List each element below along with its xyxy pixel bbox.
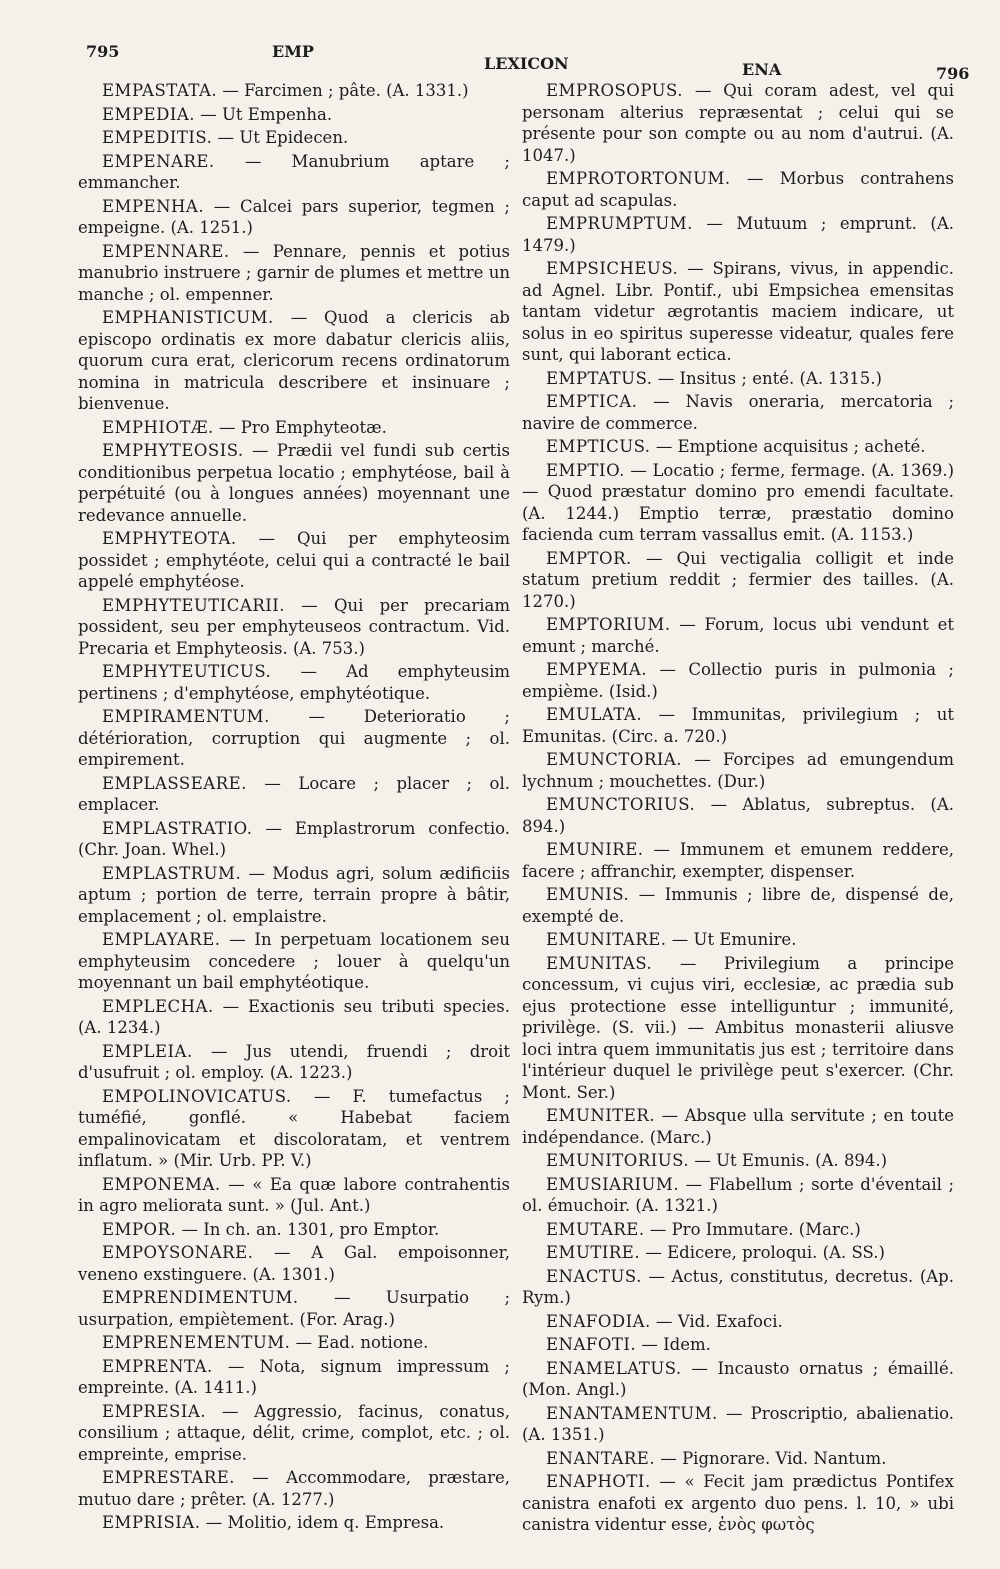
entry-headword: EMPHYTEOTA. bbox=[102, 529, 237, 548]
running-header bbox=[80, 42, 970, 83]
entry-headword: EMPRESTARE. bbox=[102, 1468, 236, 1487]
entry-headword: EMPLEIA. bbox=[102, 1041, 193, 1061]
entry-definition: — Emplastrorum confectio. (Chr. Joan. Whel.) bbox=[78, 818, 510, 859]
dictionary-entry bbox=[522, 1471, 954, 1536]
dictionary-entry bbox=[522, 368, 954, 390]
dictionary-entry bbox=[78, 440, 510, 526]
dictionary-entry bbox=[78, 818, 510, 861]
dictionary-entry bbox=[522, 953, 954, 1104]
dictionary-entry bbox=[78, 1512, 510, 1534]
entry-headword: EMPTORIUM. bbox=[546, 615, 671, 634]
entry-definition: — Forum, locus ubi vendunt et emunt ; marché. bbox=[522, 615, 954, 656]
entry-definition: — Farcimen ; pâte. (A. 1331.) bbox=[222, 81, 469, 100]
entry-headword: EMPROSOPUS. bbox=[546, 81, 684, 100]
dictionary-entry bbox=[78, 80, 510, 102]
dictionary-entry bbox=[78, 1086, 510, 1172]
entry-definition: — Immunem et emunem reddere, facere ; affranchir, exempter, dispenser. bbox=[522, 840, 954, 881]
entry-definition: — Mutuum ; emprunt. (A. 1479.) bbox=[522, 214, 954, 255]
entry-headword: EMPHYTEUTICARII. bbox=[102, 595, 286, 615]
entry-definition: — Proscriptio, abalienatio. (A. 1351.) bbox=[522, 1403, 954, 1444]
dictionary-entry bbox=[522, 391, 954, 434]
right-column bbox=[522, 80, 954, 1538]
entry-headword: ENANTAMENTUM. bbox=[546, 1403, 718, 1423]
entry-headword: EMPEDITIS. bbox=[102, 128, 213, 147]
dictionary-entry bbox=[78, 996, 510, 1039]
entry-definition: — Accommodare, præstare, mutuo dare ; prêter. (A. 1277.) bbox=[78, 1468, 511, 1509]
entry-headword: ENAPHOTI. bbox=[546, 1472, 651, 1491]
dictionary-entry bbox=[522, 80, 954, 166]
entry-definition: — Ut Empenha. bbox=[200, 104, 333, 124]
dictionary-entry bbox=[78, 528, 510, 593]
dictionary-entry bbox=[522, 794, 954, 837]
entry-definition: — Morbus contrahens caput ad scapulas. bbox=[522, 169, 954, 210]
entry-headword: EMUNITORIUS. bbox=[546, 1151, 690, 1170]
dictionary-entry bbox=[522, 1448, 954, 1470]
entry-headword: ENAFODIA. bbox=[546, 1311, 651, 1331]
entry-headword: EMUNCTORIA. bbox=[546, 750, 683, 769]
entry-definition: — Idem. bbox=[641, 1335, 711, 1354]
dictionary-entry bbox=[78, 1401, 510, 1466]
right-page-number: 796 bbox=[936, 64, 970, 83]
dictionary-entry bbox=[78, 417, 510, 439]
entry-headword: EMUTARE. bbox=[546, 1219, 645, 1239]
dictionary-entry bbox=[78, 104, 510, 126]
entry-definition: — Prædii vel fundi sub certis conditionibus perpetua locatio ; emphytéose, bail à perpétuité (ou à longues années) moyennant une redevance annuelle. bbox=[78, 441, 511, 525]
entry-definition: — Ad emphyteusim pertinens ; d'emphytéose, emphytéotique. bbox=[78, 662, 510, 703]
dictionary-entry bbox=[522, 659, 954, 702]
dictionary-entry bbox=[78, 773, 510, 816]
entry-headword: EMPRESIA. bbox=[102, 1401, 206, 1421]
entry-definition: — Ead. notione. bbox=[295, 1333, 429, 1352]
dictionary-entry bbox=[522, 1150, 954, 1172]
entry-headword: EMUNITAS. bbox=[546, 953, 653, 973]
dictionary-entry bbox=[522, 884, 954, 927]
dictionary-entry bbox=[78, 1467, 510, 1510]
entry-headword: EMPHYTEUTICUS. bbox=[102, 662, 272, 681]
dictionary-entry bbox=[522, 1174, 954, 1217]
entry-definition: — Nota, signum impressum ; empreinte. (A. 1411.) bbox=[78, 1356, 510, 1397]
dictionary-entry bbox=[78, 1332, 510, 1354]
entry-definition: — Qui vectigalia colligit et inde statum pretium reddit ; fermier des tailles. (A. 1270.) bbox=[522, 548, 954, 611]
entry-definition: — Deterioratio ; détérioration, corruption qui augmente ; ol. empirement. bbox=[78, 707, 510, 769]
entry-definition: — Qui coram adest, vel qui personam alterius repræsentat ; celui qui se présente pour son compte ou au nom d'autrui. (A. 1047.) bbox=[522, 81, 955, 165]
entry-definition: — F. tumefactus ; tuméfié, gonflé. « Habebat faciem empalinovicatam et discoloratam, et ventrem inflatum. » (Mir. Urb. PP. V.) bbox=[78, 1086, 510, 1170]
dictionary-entry bbox=[78, 706, 510, 771]
entry-definition: — Qui per precariam possident, seu per emphyteuseos contractum. Vid. Precaria et Emphyteosis. (A. 753.) bbox=[78, 595, 510, 658]
entry-definition: — Pro Immutare. (Marc.) bbox=[649, 1219, 861, 1239]
dictionary-entry bbox=[522, 1242, 954, 1264]
entry-definition: — Spirans, vivus, in appendic. ad Agnel. Libr. Pontif., ubi Empsichea emensitas tantam videtur ægrotantis maciem indicare, ut solus in eo spiritus superesse videatur, quales fere sunt, qui laborant ectica. bbox=[522, 259, 955, 364]
dictionary-entry bbox=[522, 213, 954, 256]
entry-definition: — Vid. Exafoci. bbox=[656, 1311, 783, 1331]
entry-definition: — Locare ; placer ; ol. emplacer. bbox=[78, 773, 510, 814]
left-page-number: 795 bbox=[86, 42, 120, 61]
dictionary-entry bbox=[78, 1356, 510, 1399]
entry-headword: EMULATA. bbox=[546, 705, 643, 724]
entry-headword: EMUNITER. bbox=[546, 1106, 656, 1125]
entry-headword: EMPENARE. bbox=[102, 151, 215, 171]
entry-definition: — Qui per emphyteosim possidet ; emphytéote, celui qui a contracté le bail appelé emphytéose. bbox=[78, 529, 510, 591]
entry-definition: — In ch. an. 1301, pro Emptor. bbox=[181, 1219, 440, 1239]
entry-definition: — Ut Epidecen. bbox=[217, 128, 349, 147]
dictionary-entry bbox=[522, 168, 954, 211]
entry-definition: — Privilegium a principe concessum, vi cujus viri, ecclesiæ, ac prædia sub ejus protectione esse intelliguntur ; immunité, privilège. (S. vii.) — Ambitus monasterii aliusve loci intra quem immunitatis jus est ; territoire dans l'intérieur duquel le privilège peut s'exercer. (Chr. Mont. Ser.) bbox=[522, 953, 954, 1102]
entry-headword: EMPEDIA. bbox=[102, 104, 195, 124]
entry-headword: EMPRENTA. bbox=[102, 1356, 213, 1376]
entry-headword: EMPTATUS. bbox=[546, 368, 653, 388]
dictionary-entry bbox=[78, 1041, 510, 1084]
entry-headword: EMPRISIA. bbox=[102, 1513, 201, 1532]
entry-definition: — Immunitas, privilegium ; ut Emunitas. (Circ. a. 720.) bbox=[522, 705, 955, 746]
entry-headword: EMPLASTRUM. bbox=[102, 863, 242, 883]
entry-definition: — Forcipes ad emungendum lychnum ; mouchettes. (Dur.) bbox=[522, 750, 954, 791]
dictionary-entry bbox=[522, 548, 954, 613]
dictionary-entry bbox=[78, 1242, 510, 1285]
entry-headword: EMUNCTORIUS. bbox=[546, 795, 696, 814]
entry-definition: — Pignorare. Vid. Nantum. bbox=[660, 1448, 887, 1468]
entry-headword: ENAFOTI. bbox=[546, 1335, 637, 1354]
entry-headword: EMUNIRE. bbox=[546, 840, 644, 859]
dictionary-entry bbox=[78, 196, 510, 239]
entry-definition: — « Ea quæ labore contrahentis in agro meliorata sunt. » (Jul. Ant.) bbox=[78, 1174, 511, 1215]
entry-headword: EMUTIRE. bbox=[546, 1243, 641, 1262]
entry-definition: — Flabellum ; sorte d'éventail ; ol. émuchoir. (A. 1321.) bbox=[522, 1174, 955, 1215]
dictionary-entry bbox=[522, 1219, 954, 1241]
dictionary-entry bbox=[78, 1287, 510, 1330]
dictionary-entry bbox=[78, 127, 510, 149]
entry-headword: EMUNIS. bbox=[546, 885, 630, 904]
entry-definition: — Pro Emphyteotæ. bbox=[219, 417, 387, 437]
entry-definition: — Molitio, idem q. Empresa. bbox=[205, 1513, 445, 1532]
entry-headword: EMPHANISTICUM. bbox=[102, 308, 274, 327]
entry-headword: EMPONEMA. bbox=[102, 1174, 221, 1194]
entry-headword: EMPTOR. bbox=[546, 548, 632, 568]
dictionary-entry bbox=[522, 258, 954, 366]
entry-headword: EMPRUMPTUM. bbox=[546, 214, 693, 233]
dictionary-entry bbox=[522, 460, 954, 546]
entry-definition: — Emptione acquisitus ; acheté. bbox=[655, 437, 926, 456]
dictionary-entry bbox=[522, 1266, 954, 1309]
entry-definition: — Modus agri, solum ædificiis aptum ; portion de terre, terrain propre à bâtir, emplacement ; ol. emplaistre. bbox=[78, 863, 511, 926]
dictionary-entry bbox=[522, 1334, 954, 1356]
dictionary-entry bbox=[522, 1311, 954, 1333]
dictionary-entry bbox=[78, 661, 510, 704]
entry-definition: — A Gal. empoisonner, veneno exstinguere. (A. 1301.) bbox=[78, 1243, 510, 1284]
dictionary-entry bbox=[78, 151, 510, 194]
dictionary-entry bbox=[522, 1403, 954, 1446]
entry-definition: — Usurpatio ; usurpation, empiètement. (For. Arag.) bbox=[78, 1288, 511, 1329]
entry-headword: ENACTUS. bbox=[546, 1266, 642, 1286]
entry-headword: EMUSIARIUM. bbox=[546, 1174, 680, 1194]
entry-headword: ENANTARE. bbox=[546, 1448, 656, 1468]
dictionary-entry bbox=[522, 1358, 954, 1401]
entry-definition: — Edicere, proloqui. (A. SS.) bbox=[645, 1243, 885, 1262]
entry-definition: — Aggressio, facinus, conatus, consilium ; attaque, délit, crime, complot, etc. ; ol. empreinte, emprise. bbox=[78, 1401, 510, 1464]
entry-headword: EMPOR. bbox=[102, 1219, 177, 1239]
entry-headword: ENAMELATUS. bbox=[546, 1358, 682, 1378]
left-column bbox=[78, 80, 510, 1536]
entry-definition: — « Fecit jam prædictus Pontifex canistra enafoti ex argento duo pens. l. 10, » ubi canistra videntur esse, ἑνὸς φωτὸς bbox=[522, 1472, 954, 1534]
entry-headword: EMPHIOTÆ. bbox=[102, 417, 214, 437]
entry-definition: — Calcei pars superior, tegmen ; empeigne. (A. 1251.) bbox=[78, 196, 510, 237]
left-guide-word: EMP bbox=[272, 42, 314, 61]
entry-definition: — Manubrium aptare ; emmancher. bbox=[78, 151, 510, 192]
entry-headword: EMPENNARE. bbox=[102, 241, 230, 261]
entry-definition: — Incausto ornatus ; émaillé. (Mon. Angl.) bbox=[522, 1358, 954, 1399]
entry-headword: EMPOYSONARE. bbox=[102, 1243, 254, 1262]
entry-definition: — Absque ulla servitute ; en toute indépendance. (Marc.) bbox=[522, 1106, 955, 1147]
entry-definition: — Ut Emunis. (A. 894.) bbox=[694, 1151, 888, 1170]
dictionary-entry bbox=[78, 595, 510, 660]
entry-headword: EMPRENDIMENTUM. bbox=[102, 1288, 299, 1307]
entry-headword: EMPOLINOVICATUS. bbox=[102, 1086, 292, 1106]
right-guide-word: ENA bbox=[742, 60, 782, 79]
entry-headword: EMPLASTRATIO. bbox=[102, 818, 253, 838]
entry-definition: — Collectio puris in pulmonia ; empième. (Isid.) bbox=[522, 660, 954, 701]
dictionary-entry bbox=[522, 749, 954, 792]
dictionary-entry bbox=[78, 1174, 510, 1217]
entry-definition: — Ut Emunire. bbox=[671, 930, 797, 949]
dictionary-entry bbox=[522, 436, 954, 458]
entry-headword: EMPHYTEOSIS. bbox=[102, 441, 244, 460]
dictionary-entry bbox=[78, 863, 510, 928]
entry-headword: EMPASTATA. bbox=[102, 81, 218, 100]
entry-definition: — Insitus ; enté. (A. 1315.) bbox=[657, 368, 882, 388]
entry-headword: EMPROTORTONUM. bbox=[546, 169, 731, 188]
dictionary-entry bbox=[78, 1219, 510, 1241]
dictionary-entry bbox=[78, 929, 510, 994]
entry-headword: EMPRENEMENTUM. bbox=[102, 1333, 291, 1352]
entry-headword: EMPYEMA. bbox=[546, 660, 648, 679]
entry-definition: — Immunis ; libre de, dispensé de, exempté de. bbox=[522, 885, 954, 926]
entry-definition: — Actus, constitutus, decretus. (Ap. Rym.) bbox=[522, 1266, 954, 1307]
entry-headword: EMPENHA. bbox=[102, 196, 205, 216]
entry-definition: — Ablatus, subreptus. (A. 894.) bbox=[522, 795, 954, 836]
running-title: LEXICON bbox=[484, 54, 569, 73]
entry-definition: — Pennare, pennis et potius manubrio instruere ; garnir de plumes et mettre un manche ; ol. empenner. bbox=[78, 241, 511, 304]
dictionary-entry bbox=[78, 241, 510, 306]
entry-headword: EMPTICA. bbox=[546, 392, 638, 411]
entry-headword: EMPLASSEARE. bbox=[102, 773, 247, 793]
dictionary-entry bbox=[522, 704, 954, 747]
entry-headword: EMPLECHA. bbox=[102, 996, 214, 1016]
dictionary-entry bbox=[522, 1105, 954, 1148]
entry-headword: EMUNITARE. bbox=[546, 930, 667, 949]
entry-headword: EMPSICHEUS. bbox=[546, 259, 679, 278]
entry-headword: EMPLAYARE. bbox=[102, 930, 221, 949]
dictionary-entry bbox=[78, 307, 510, 415]
entry-definition: — In perpetuam locationem seu emphyteusim concedere ; louer à quelqu'un moyennant un bail emphytéotique. bbox=[78, 930, 511, 992]
dictionary-entry bbox=[522, 929, 954, 951]
entry-headword: EMPIRAMENTUM. bbox=[102, 707, 270, 726]
entry-definition: — Quod a clericis ab episcopo ordinatis ex more dabatur clericis aliis, quorum cura erat, clericorum recens ordinatorum nomina in matricula describere et insinuare ; bienvenue. bbox=[78, 308, 510, 413]
entry-definition: — Locatio ; ferme, fermage. (A. 1369.) — Quod præstatur domino pro emendi facultate. (A. 1244.) Emptio terræ, præstatio domino facienda cum terram vassallus emit. (A. 1153.) bbox=[522, 460, 955, 544]
entry-definition: — Jus utendi, fruendi ; droit d'usufruit ; ol. employ. (A. 1223.) bbox=[78, 1041, 511, 1082]
entry-headword: EMPTIO. bbox=[546, 460, 625, 480]
entry-headword: EMPTICUS. bbox=[546, 437, 651, 456]
dictionary-entry bbox=[522, 614, 954, 657]
entry-definition: — Navis oneraria, mercatoria ; navire de commerce. bbox=[522, 392, 955, 433]
entry-definition: — Exactionis seu tributi species. (A. 1234.) bbox=[78, 996, 510, 1037]
dictionary-entry bbox=[522, 839, 954, 882]
